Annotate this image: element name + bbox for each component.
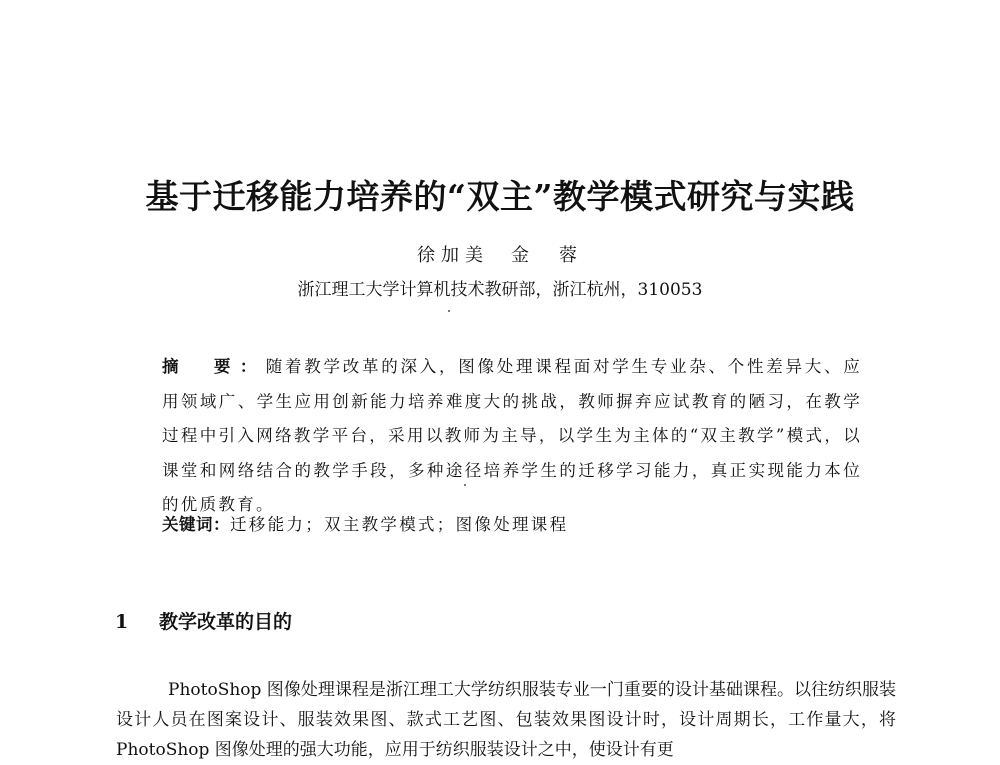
section-heading: [115, 609, 292, 635]
abstract-text: 随着教学改革的深入，图像处理课程面对学生专业杂、个性差异大、应用领域广、学生应用创新能力培养难度大的挑战，教师摒弃应试教育的陋习，在教学过程中引入网络教学平台，采用以教师为主导，以学生为主体的“双主教学”模式，以课堂和网络结合的教学手段，多种途径培养学生的迁移学习能力，真正实现能力本位的优质教育。: [162, 357, 862, 515]
body-paragraph: PhotoShop 图像处理课程是浙江理工大学纺织服装专业一门重要的设计基础课程。以往纺织服装设计人员在图案设计、服装效果图、款式工艺图、包装效果图设计时，设计周期长，工作量大，将 PhotoShop 图像处理的强大功能，应用于纺织服装设计之中，使设计有更: [116, 680, 896, 760]
keywords-label: 关键词：: [162, 515, 230, 534]
affiliation: 浙江理工大学计算机技术教研部，浙江杭州，310053: [297, 280, 703, 300]
keywords: [162, 512, 862, 538]
author-list: [0, 244, 1000, 268]
keywords-text: 迁移能力；双主教学模式；图像处理课程: [230, 515, 569, 534]
section-title: 教学改革的目的: [159, 611, 293, 633]
scan-speck: [448, 310, 450, 312]
abstract-label: 摘 要：: [162, 357, 266, 376]
section-number: 1: [115, 611, 129, 633]
abstract: [162, 350, 862, 523]
paper-title: 基于迁移能力培养的“双主”教学模式研究与实践: [145, 177, 855, 216]
author-name: 徐加美: [417, 245, 489, 266]
author-name: 金 蓉: [511, 245, 583, 266]
